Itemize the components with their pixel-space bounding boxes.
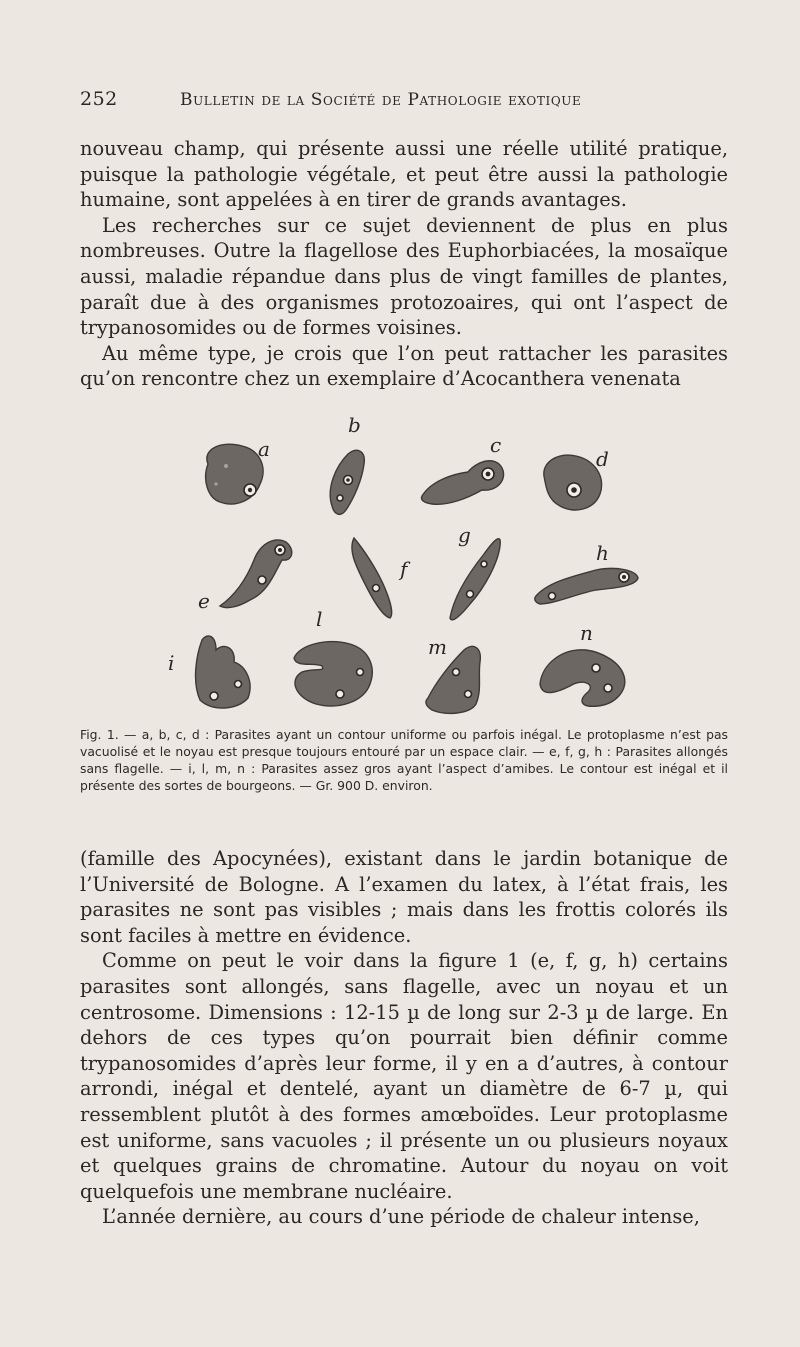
parasite-n <box>540 650 625 706</box>
paragraph: Au même type, je crois que l’on peut rattacher les parasites qu’on rencontre chez un exemplaire d’Acocanthera venenata <box>80 341 728 391</box>
label-d: d <box>596 447 609 471</box>
parasite-f <box>352 538 392 618</box>
caption-text: Fig. 1. — a, b, c, d : Parasites ayant un contour uniforme ou parfois inégal. Le protoplasme n’est pas vacuolisé et le noyau est presque toujours entouré par un espace clair. — e, f, g, h : Parasites allongés sans flagelle. — i, l, m, n : Parasites assez gros ayant l’aspect d’amibes. Le contour est inégal et il présente des sortes de bourgeons. — Gr. 900 D. environ. <box>80 727 728 793</box>
label-l: l <box>316 607 323 631</box>
paragraph: Comme on peut le voir dans la figure 1 (e, f, g, h) certains parasites sont allongés, sans flagelle, avec un noyau et un centrosome. Dimensions : 12-15 µ de long sur 2-3 µ de large. En dehors de ces types qu’on pourrait bien définir comme trypanosomides d’après leur forme, il y en a d’autres, à contour arrondi, inégal et dentelé, ayant un diamètre de 6-7 µ, qui ressemblent plutôt à des formes amœboïdes. Leur protoplasme est uniforme, sans vacuoles ; il présente un ou plusieurs noyaux et quelques grains de chromatine. Autour du noyau on voit quelquefois une membrane nucléaire. <box>80 949 728 1203</box>
parasite-b <box>330 450 364 514</box>
running-header <box>80 88 730 114</box>
parasite-a <box>206 444 263 504</box>
paragraph: (famille des Apocynées), existant dans le jardin botanique de l’Université de Bologne. A l’examen du latex, à l’état frais, les parasites ne sont pas visibles ; mais dans les frottis colorés ils sont faciles à mettre en évidence. <box>80 847 728 947</box>
paragraph: Les recherches sur ce sujet deviennent de plus en plus nombreuses. Outre la flagellose des Euphorbiacées, la mosaïque aussi, maladie répandue dans plus de vingt familles de plantes, paraît due à des organismes protozoaires, qui ont l’aspect de trypanosomides ou de formes voisines. <box>80 213 728 340</box>
label-m: m <box>428 635 447 659</box>
figure-caption <box>80 726 728 794</box>
label-i: i <box>168 651 175 675</box>
parasite-g <box>450 539 500 620</box>
paragraph: L’année dernière, au cours d’une période de chaleur intense, <box>102 1205 700 1229</box>
journal-title: Bulletin de la Société de Pathologie exotique <box>180 90 582 110</box>
label-e: e <box>198 589 210 613</box>
figure-1-parasites <box>150 410 670 720</box>
label-f: f <box>400 557 408 581</box>
body-text-bottom <box>80 846 728 1230</box>
parasite-c <box>421 461 503 505</box>
parasite-h <box>535 568 638 604</box>
parasite-d <box>544 455 602 510</box>
parasite-l <box>294 642 372 706</box>
label-h: h <box>596 541 609 565</box>
parasite-e <box>220 540 292 608</box>
parasite-i <box>196 636 251 708</box>
label-g: g <box>458 523 471 547</box>
parasite-drawings <box>150 410 670 720</box>
label-c: c <box>490 433 502 457</box>
page-number: 252 <box>80 88 118 110</box>
label-b: b <box>348 413 361 437</box>
label-a: a <box>258 437 270 461</box>
body-text-top <box>80 136 728 392</box>
paragraph: nouveau champ, qui présente aussi une réelle utilité pratique, puisque la pathologie végétale, et peut être aussi la pathologie humaine, sont appelées à en tirer de grands avantages. <box>80 137 728 212</box>
label-n: n <box>580 621 593 645</box>
